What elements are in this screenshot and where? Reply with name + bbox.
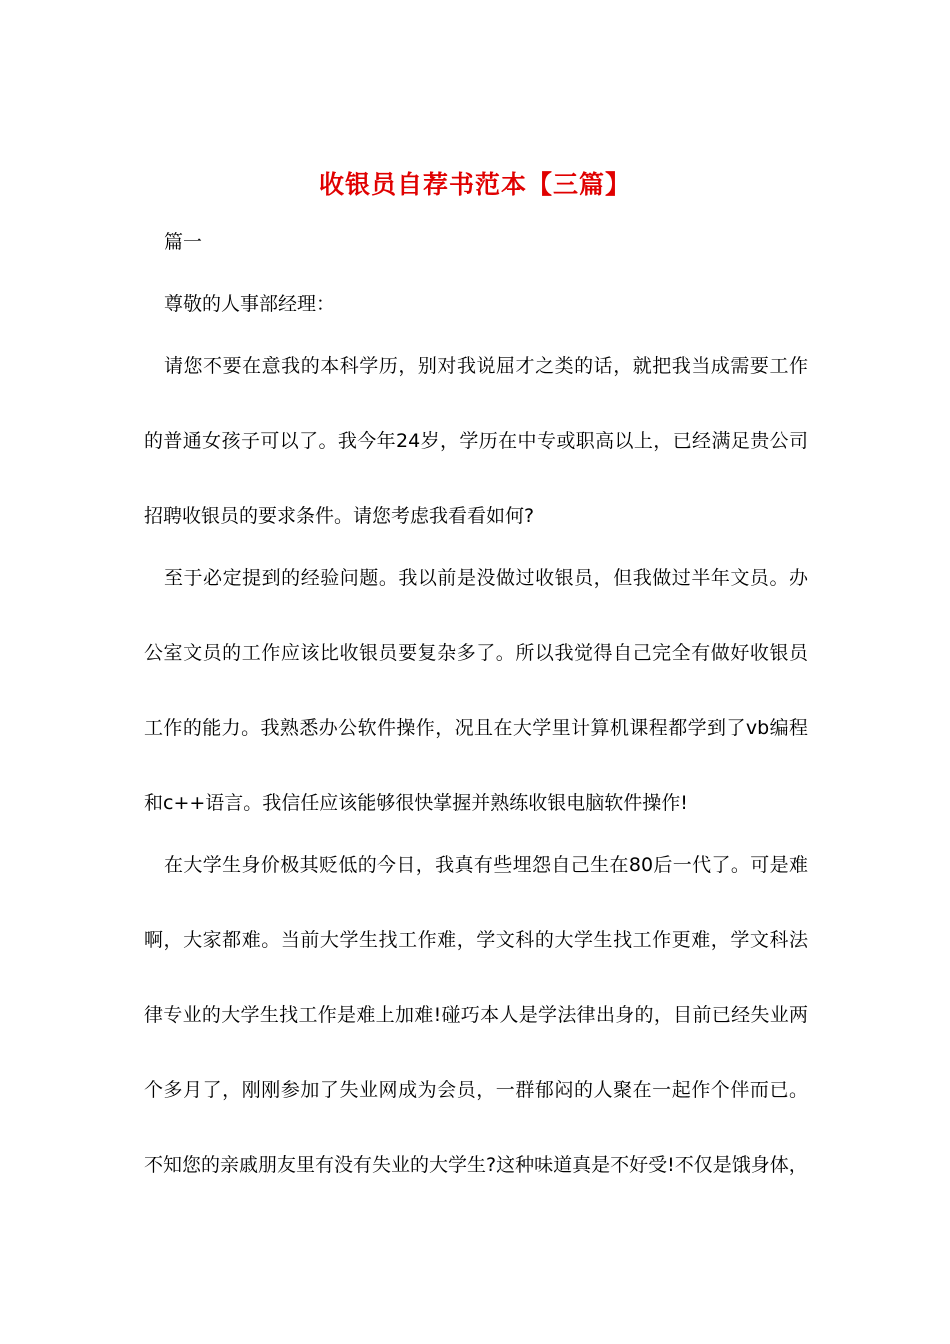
document-title: 收银员自荐书范本【三篇】 [318,169,631,199]
body-paragraph-2: 至于必定提到的经验问题。我以前是没做过收银员，但我做过半年文员。办公室文员的工作应该比收银员要复杂多了。所以我觉得自己完全有做好收银员工作的能力。我熟悉办公软件操作，况且在大学里计算机课程都学到了vb编程和c++语言。我信任应该能够很快掌握并熟练收银电脑软件操作! [144,567,808,814]
body-paragraph-1: 请您不要在意我的本科学历，别对我说屈才之类的话，就把我当成需要工作的普通女孩子可以了。我今年24岁，学历在中专或职高以上，已经满足贵公司招聘收银员的要求条件。请您考虑我看看如何? [144,355,808,527]
salutation: 尊敬的人事部经理： [164,293,336,315]
section-label: 篇一 [164,231,203,253]
body-paragraph-3: 在大学生身价极其贬低的今日，我真有些埋怨自己生在80后一代了。可是难啊，大家都难。当前大学生找工作难，学文科的大学生找工作更难，学文科法律专业的大学生找工作是难上加难!碰巧本人是学法律出身的，目前已经失业两个多月了，刚刚参加了失业网成为会员，一群郁闷的人聚在一起作个伴而已。不知您的亲戚朋友里有没有失业的大学生?这种味道真是不好受!不仅是饿身体， [144,854,808,1176]
document-body [144,205,808,1203]
